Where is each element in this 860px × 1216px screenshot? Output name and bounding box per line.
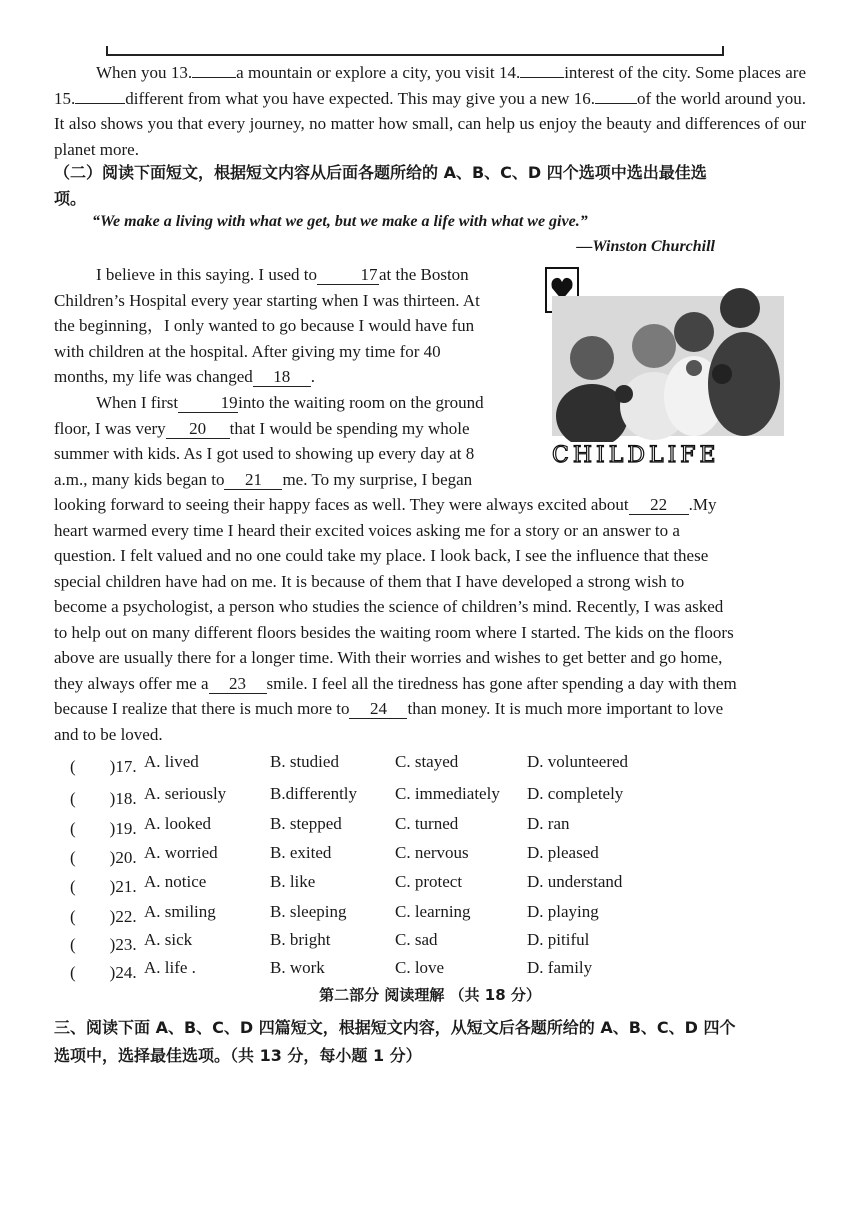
option-d[interactable]: D. volunteered (527, 752, 629, 771)
text-line: special children have had on me. It is because of them that I have developed a strong wish to (54, 571, 685, 591)
blank-19: 19 (178, 394, 238, 413)
text-segment: they always offer me a (54, 673, 209, 693)
option-b[interactable]: B. like (270, 872, 316, 891)
text-segment: the beauty and differences of our planet more. (54, 114, 806, 159)
childlife-caption: CHILDLIFE (552, 443, 720, 466)
text-segment: the world around you. It also shows you that every journey, no matter how small, can help us enjoy (54, 88, 807, 133)
option-d[interactable]: D. pitiful (527, 930, 590, 949)
option-a[interactable]: A. worried (144, 843, 218, 862)
text-segment: looking forward to seeing their happy faces as well. They were always excited about (54, 495, 629, 514)
paragraph-2-top (54, 390, 524, 492)
text-line: question. I felt valued and no one could take my place. I look back, I see the influence that these (54, 546, 709, 565)
option-a[interactable]: A. seriously (144, 784, 227, 803)
option-b[interactable]: B.differently (270, 784, 358, 803)
option-b[interactable]: B. exited (270, 843, 332, 862)
text-segment: because I realize that there is much more to (54, 699, 350, 718)
option-c[interactable]: C. learning (395, 902, 471, 921)
question-number: ( )20. (70, 848, 137, 867)
question-number: ( )23. (70, 935, 137, 954)
option-a[interactable]: A. sick (144, 930, 193, 949)
option-b[interactable]: B. work (270, 958, 325, 977)
childlife-photo (544, 266, 790, 466)
blank-14 (520, 77, 564, 78)
option-d[interactable]: D. understand (527, 872, 623, 891)
blank-21: 21 (224, 471, 282, 490)
option-a[interactable]: A. lived (144, 752, 199, 771)
option-d[interactable]: D. ran (527, 814, 570, 833)
option-c[interactable]: C. stayed (395, 752, 459, 771)
blank-24: 24 (349, 700, 407, 719)
blank-18: 18 (253, 368, 311, 387)
text-segment: .My (688, 495, 717, 514)
text-segment: that I would be spending my whole (229, 418, 470, 438)
paragraph-1 (54, 262, 524, 390)
question-number: ( )17. (70, 757, 137, 776)
blank-13 (192, 77, 236, 78)
question-number: ( )21. (70, 877, 137, 896)
option-c[interactable]: C. sad (395, 930, 438, 949)
text-segment: interest of the city. Some (564, 63, 735, 82)
top-passage (54, 60, 806, 162)
churchill-quote: “We make a living with what we get, but we make a life with what we give.” (92, 213, 588, 230)
quote-author: —Winston Churchill (576, 238, 715, 255)
text-segment: into the waiting room on the ground (238, 393, 484, 412)
option-c[interactable]: C. love (395, 958, 445, 977)
option-c[interactable]: C. immediately (395, 784, 500, 803)
question-number: ( )22. (70, 907, 137, 926)
instruction-line: 项。 (54, 189, 87, 208)
text-line: to help out on many different floors besides the waiting room where I started. The kids on the floors (54, 622, 734, 642)
text-segment: When you 13. (96, 63, 193, 82)
option-a[interactable]: A. looked (144, 814, 212, 833)
option-c[interactable]: C. turned (395, 814, 459, 833)
text-segment: months, my life was changed (54, 367, 253, 386)
text-line: become a psychologist, a person who studies the science of children’s mind. Recently, I was asked (54, 597, 724, 616)
option-a[interactable]: A. notice (144, 872, 207, 891)
text-segment: smile. I feel all the tiredness has gone after spending a day with them (266, 673, 737, 693)
option-a[interactable]: A. smiling (144, 902, 216, 921)
option-d[interactable]: D. completely (527, 784, 624, 803)
option-b[interactable]: B. stepped (270, 814, 342, 833)
question-number: ( )18. (70, 789, 137, 808)
instruction-line: 选项中，选择最佳选项。（共 13 分，每小题 1 分） (54, 1046, 422, 1065)
blank-16 (595, 103, 637, 104)
text-segment: than money. It is much more important to love (407, 699, 724, 718)
text-segment: When I first (96, 393, 179, 412)
text-line: Children’s Hospital every year starting when I was thirteen. At (54, 290, 480, 310)
instruction-line: （二）阅读下面短文，根据短文内容从后面各题所给的 A、B、C、D 四个选项中选出最佳选 (54, 163, 707, 182)
option-a[interactable]: A. life . (144, 958, 196, 977)
option-b[interactable]: B. bright (270, 930, 331, 949)
text-segment: me. To my surprise, I began (282, 469, 473, 489)
text-segment: different from what you have expected. This may give you a new 16. (125, 88, 596, 108)
option-b[interactable]: B. sleeping (270, 902, 347, 921)
blank-22: 22 (629, 496, 689, 515)
blank-15 (75, 103, 125, 104)
text-segment: a mountain or explore a city, you visit 14. (236, 63, 521, 82)
part2-instruction (54, 1014, 806, 1070)
text-segment: of (637, 88, 652, 108)
blank-17: 17 (317, 266, 379, 285)
text-line: with children at the hospital. After giving my time for 40 (54, 341, 441, 361)
option-c[interactable]: C. protect (395, 872, 463, 891)
option-d[interactable]: D. pleased (527, 843, 599, 862)
text-line: above are usually there for a longer time. With their worries and wishes to get better and go home, (54, 648, 723, 667)
text-line: heart warmed every time I heard their excited voices asking me for a story or an answer to a (54, 520, 680, 540)
text-line: and to be loved. (54, 724, 163, 744)
text-segment: a.m., many kids began to (54, 469, 225, 489)
blank-20: 20 (166, 420, 230, 439)
question-number: ( )24. (70, 963, 137, 982)
photo-illustration (544, 266, 790, 466)
option-d[interactable]: D. family (527, 958, 593, 977)
option-b[interactable]: B. studied (270, 752, 339, 771)
question-number: ( )19. (70, 819, 137, 838)
text-line: the beginning，I only wanted to go because I would have fun (54, 316, 475, 335)
blank-23: 23 (209, 675, 267, 694)
top-border-line (106, 46, 724, 56)
text-segment: . (310, 367, 316, 386)
option-c[interactable]: C. nervous (395, 843, 469, 862)
text-line: summer with kids. As I got used to showing up every day at 8 (54, 444, 475, 463)
part2-title: 第二部分 阅读理解 （共 18 分） (319, 986, 541, 1004)
text-segment: at the Boston (378, 265, 469, 284)
section2-instruction (54, 160, 806, 212)
text-segment: places are 15. (54, 63, 807, 108)
instruction-line: 三、阅读下面 A、B、C、D 四篇短文，根据短文内容，从短文后各题所给的 A、B、C、D 四个 (54, 1018, 736, 1037)
paragraph-2-bottom (54, 492, 806, 747)
option-d[interactable]: D. playing (527, 902, 599, 921)
text-segment: floor, I was very (54, 418, 166, 438)
text-segment: I believe in this saying. I used to (96, 265, 317, 284)
